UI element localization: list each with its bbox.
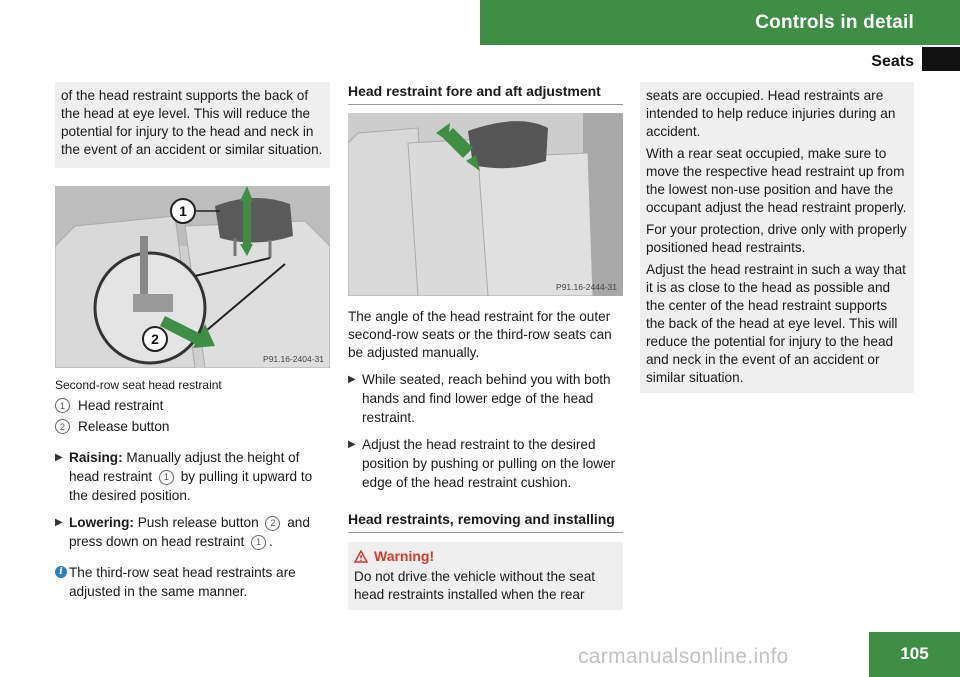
step-arrow-icon: ▶ xyxy=(348,374,356,385)
step-arrow-icon: ▶ xyxy=(348,439,356,450)
warning-title-text: Warning! xyxy=(374,548,435,564)
instruction-step xyxy=(348,435,623,492)
lowering-text-a: Push release button xyxy=(137,515,259,530)
figure-callout-1: 1 xyxy=(179,203,187,219)
info-note xyxy=(55,563,330,601)
info-icon: i xyxy=(55,566,67,578)
lowering-step xyxy=(55,513,330,551)
figure-reference: P91.16-2404-31 xyxy=(263,354,324,364)
reference-number: 1 xyxy=(251,535,266,550)
intro-box xyxy=(55,82,330,168)
page-number-text: 105 xyxy=(900,644,929,663)
lowering-title: Lowering: xyxy=(69,515,134,530)
warning-box xyxy=(348,542,623,610)
section-marker xyxy=(922,47,960,71)
page-number xyxy=(869,632,960,677)
lowering-text-b: and press down on head restraint xyxy=(69,515,310,549)
warning-continued-box xyxy=(640,82,914,393)
figure-reference: P91.16-2444-31 xyxy=(556,282,617,292)
reference-number: 2 xyxy=(265,516,280,531)
step-text: Adjust the head restraint to the desired position by pushing or pulling on the lower edge of the head restraint cushion. xyxy=(362,437,616,490)
chapter-title: Controls in detail xyxy=(755,11,914,33)
legend-item xyxy=(55,419,330,434)
legend-number: 2 xyxy=(55,419,70,434)
section-heading: Head restraint fore and aft adjustment xyxy=(348,82,623,105)
raising-text-a: Manually adjust the height of head restraint xyxy=(69,450,300,484)
intro-text: of the head restraint supports the back of the head at eye level. This will reduce the potential for injury to the head and neck in the event of an accident or similar situation. xyxy=(61,88,323,157)
legend-item xyxy=(55,398,330,413)
fore-aft-adjustment-figure xyxy=(348,113,623,296)
reference-number: 1 xyxy=(159,470,174,485)
warning-title xyxy=(354,548,617,564)
column-2 xyxy=(348,82,623,610)
adjustment-paragraph: The angle of the head restraint for the outer second-row seats or the third-row seats can be adjusted manually. xyxy=(348,309,612,360)
raising-step xyxy=(55,448,330,505)
lowering-text-c: . xyxy=(269,534,273,549)
legend-label: Release button xyxy=(78,419,170,434)
legend-number: 1 xyxy=(55,398,70,413)
chapter-header xyxy=(480,0,960,45)
raising-title: Raising: xyxy=(69,450,123,465)
figure-caption: Second-row seat head restraint xyxy=(55,378,222,392)
section-heading: Head restraints, removing and installing xyxy=(348,510,623,533)
raising-text-b: by pulling it upward to the desired position. xyxy=(69,469,313,503)
warning-triangle-icon xyxy=(354,550,368,563)
step-text: While seated, reach behind you with both hands and find lower edge of the head restraint. xyxy=(362,372,611,425)
step-arrow-icon: ▶ xyxy=(55,452,63,463)
warning-paragraph: seats are occupied. Head restraints are intended to help reduce injuries during an accident. xyxy=(646,88,896,139)
warning-paragraph: With a rear seat occupied, make sure to move the respective head restraint up from the lowest non-use position and have the occupant adjust the head restraint properly. xyxy=(646,146,907,215)
seat-illustration xyxy=(55,186,330,368)
info-text: The third-row seat head restraints are adjusted in the same manner. xyxy=(69,565,296,599)
column-3 xyxy=(640,82,914,393)
figure-callout-2: 2 xyxy=(151,331,159,347)
seat-illustration xyxy=(348,113,623,296)
legend-label: Head restraint xyxy=(78,398,164,413)
section-title: Seats xyxy=(871,53,914,70)
instruction-step xyxy=(348,370,623,427)
column-1 xyxy=(55,82,330,601)
step-arrow-icon: ▶ xyxy=(55,517,63,528)
watermark: carmanualsonline.info xyxy=(578,645,789,668)
second-row-head-restraint-figure xyxy=(55,186,330,368)
warning-paragraph: Adjust the head restraint in such a way that it is as close to the head as possible and the center of the head restraint supports the back of the head at eye level. This will reduce the potential for injury to the head and neck in the event of an accident or similar situation. xyxy=(646,262,906,385)
warning-text: Do not drive the vehicle without the seat head restraints installed when the rear xyxy=(354,569,596,602)
warning-paragraph: For your protection, drive only with properly positioned head restraints. xyxy=(646,222,907,255)
